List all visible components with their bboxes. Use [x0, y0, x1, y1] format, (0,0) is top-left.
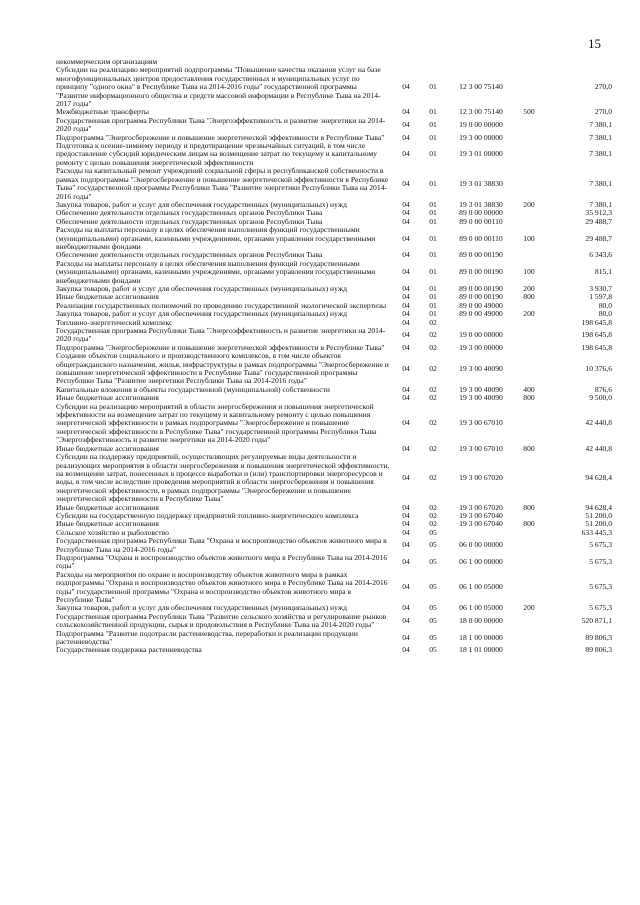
row-section: 04 [402, 502, 410, 512]
row-amount: 7 380,1 [589, 132, 612, 142]
row-amount: 89 806,3 [585, 632, 612, 642]
row-target-article: 19 3 00 67040 [459, 510, 503, 520]
table-row [56, 352, 612, 386]
row-section: 04 [402, 233, 410, 243]
row-name: Подпрограмма "Охрана и воспроизводство объектов животного мира в Республике Тыва на 2014-2016 годы" [56, 552, 388, 571]
row-section: 04 [402, 178, 410, 188]
row-expense-type: 800 [523, 292, 535, 302]
row-target-article: 06 1 00 00000 [459, 557, 503, 567]
row-section: 04 [402, 132, 410, 142]
row-amount: 89 806,3 [585, 645, 612, 655]
row-target-article: 19 0 00 00000 [459, 120, 503, 130]
row-subsection: 05 [429, 527, 437, 537]
row-section: 04 [402, 557, 410, 567]
row-target-article: 89 0 00 00190 [459, 250, 503, 260]
row-amount: 35 912,3 [585, 208, 612, 218]
table-row [56, 537, 612, 554]
row-name: Закупка товаров, работ и услуг для обеспечения государственных (муниципальных) нужд [56, 603, 347, 613]
row-section: 04 [402, 330, 410, 340]
row-name: Иные бюджетные ассигнования [56, 519, 159, 529]
row-subsection: 01 [429, 178, 437, 188]
row-expense-type: 500 [523, 107, 535, 117]
budget-table [56, 58, 612, 655]
row-target-article: 12 3 00 75140 [459, 82, 503, 92]
row-section: 04 [402, 267, 410, 277]
table-row [56, 117, 612, 134]
row-name: Подпрограмма "Развитие подотрасли растениеводства, переработки и реализации продукции растениеводства" [56, 628, 358, 647]
row-amount: 198 645,8 [581, 342, 612, 352]
row-amount: 9 500,0 [589, 393, 612, 403]
row-subsection: 01 [429, 292, 437, 302]
row-expense-type: 800 [523, 519, 535, 529]
row-section: 04 [402, 120, 410, 130]
row-name: Реализация государственных полномочий по проведению государственной экологической экспертизы [56, 300, 387, 310]
row-target-article: 19 3 00 40090 [459, 363, 503, 373]
row-section: 04 [402, 283, 410, 293]
row-name: Сельское хозяйство и рыболовство [56, 527, 169, 537]
row-subsection: 02 [429, 393, 437, 403]
row-subsection: 05 [429, 645, 437, 655]
row-amount: 94 628,4 [585, 473, 612, 483]
row-name: некоммерческим организациям [56, 57, 158, 66]
row-amount: 5 675,3 [589, 603, 612, 613]
row-name: Расходы на капитальный ремонт учреждений социальной сферы и республиканской собственности в рамках подпрограммы "Энергосбережение и повышение энергетической эффективности в Республике Тыва" государственной программы Республики Тыва "Развитие энергетики Республики Тыва на 2014-2016 годы" [56, 166, 389, 201]
row-target-article: 89 0 00 49000 [459, 309, 503, 319]
row-target-article: 19 3 00 67020 [459, 502, 503, 512]
row-section: 04 [402, 582, 410, 592]
row-subsection: 02 [429, 330, 437, 340]
table-row [56, 453, 612, 503]
row-target-article: 19 3 00 40090 [459, 393, 503, 403]
row-amount: 270,0 [594, 107, 612, 117]
row-target-article: 19 3 00 00000 [459, 342, 503, 352]
row-subsection: 05 [429, 557, 437, 567]
row-section: 04 [402, 418, 410, 428]
row-section: 04 [402, 342, 410, 352]
row-amount: 51 200,0 [585, 510, 612, 520]
table-row [56, 260, 612, 285]
row-name: Межбюджетные трансферты [56, 107, 149, 117]
row-section: 04 [402, 208, 410, 218]
row-amount: 42 440,8 [585, 418, 612, 428]
row-expense-type: 400 [523, 384, 535, 394]
row-section: 04 [402, 519, 410, 529]
row-amount: 10 376,6 [585, 363, 612, 373]
row-section: 04 [402, 645, 410, 655]
row-target-article: 19 3 00 67040 [459, 519, 503, 529]
row-name: Государственная программа Республики Тыва "Развитие сельского хозяйства и регулирование рынков сельскохозяйственной продукции, сырья и продовольствия в Республике Тыва на 2014-2020 годы" [56, 611, 387, 630]
row-amount: 29 488,7 [585, 216, 612, 226]
row-subsection: 02 [429, 317, 437, 327]
row-section: 04 [402, 473, 410, 483]
row-amount: 29 488,7 [585, 233, 612, 243]
page-number: 15 [588, 36, 601, 51]
row-target-article: 19 3 00 67020 [459, 473, 503, 483]
row-target-article: 19 3 00 67010 [459, 443, 503, 453]
row-target-article: 18 1 00 00000 [459, 632, 503, 642]
row-target-article: 06 1 00 05000 [459, 603, 503, 613]
row-name: Обеспечение деятельности отдельных государственных органов Республики Тыва [56, 250, 323, 260]
row-subsection: 01 [429, 82, 437, 92]
row-amount: 270,0 [594, 82, 612, 92]
row-name: Субсидии на государственную поддержку предприятий топливно-энергетического комплекса [56, 510, 359, 520]
row-section: 04 [402, 149, 410, 159]
row-target-article: 89 0 00 00000 [459, 208, 503, 218]
row-amount: 94 628,4 [585, 502, 612, 512]
row-name: Закупка товаров, работ и услуг для обеспечения государственных (муниципальных) нужд [56, 283, 347, 293]
row-target-article: 89 0 00 49000 [459, 300, 503, 310]
table-row [56, 167, 612, 201]
row-name: Обеспечение деятельности отдельных государственных органов Республики Тыва [56, 216, 323, 226]
row-section: 04 [402, 632, 410, 642]
row-target-article: 89 0 00 00190 [459, 267, 503, 277]
row-section: 04 [402, 107, 410, 117]
row-name: Расходы на выплаты персоналу в целях обеспечения выполнения функций государственными (муниципальными) органами, казенными учреждениями, органами управления государственными внебюджетными фондами [56, 258, 376, 285]
row-subsection: 01 [429, 283, 437, 293]
row-target-article: 89 0 00 00190 [459, 283, 503, 293]
row-target-article: 89 0 00 00110 [459, 216, 503, 226]
row-section: 04 [402, 540, 410, 550]
row-amount: 80,0 [598, 309, 612, 319]
row-amount: 520 871,1 [581, 616, 612, 626]
row-section: 04 [402, 216, 410, 226]
table-row [56, 630, 612, 647]
row-expense-type: 100 [523, 233, 535, 243]
row-subsection: 01 [429, 250, 437, 260]
row-amount: 5 675,3 [589, 557, 612, 567]
row-target-article: 89 0 00 00110 [459, 233, 503, 243]
row-target-article: 18 0 00 00000 [459, 616, 503, 626]
table-row [56, 66, 612, 108]
table-row [56, 327, 612, 344]
row-section: 04 [402, 309, 410, 319]
row-subsection: 02 [429, 443, 437, 453]
row-amount: 80,0 [598, 300, 612, 310]
row-section: 04 [402, 384, 410, 394]
row-section: 04 [402, 510, 410, 520]
row-section: 04 [402, 603, 410, 613]
row-name: Государственная программа Республики Тыва "Энергоэффективность и развитие энергетики на 2014-2020 годы" [56, 115, 386, 134]
row-amount: 1 597,8 [589, 292, 612, 302]
row-amount: 7 380,1 [589, 178, 612, 188]
row-subsection: 02 [429, 519, 437, 529]
row-name: Субсидии на реализацию мероприятий в области энергосбережения и повышения энергетической эффективности на возмещение затрат по текущему и капитальному ремонту с целью повышения энергетической эффективности в рамках подпрограммы "Энергосбережение и повышение энергетической эффективности в Республике Тыва" государственной программы Республики Тыва "Энергоэффективность и развитие энергетики на 2014-2020 годы" [56, 401, 377, 445]
row-subsection: 02 [429, 418, 437, 428]
row-target-article: 19 3 00 67010 [459, 418, 503, 428]
row-amount: 876,6 [594, 384, 612, 394]
row-subsection: 01 [429, 107, 437, 117]
row-name: Государственная поддержка растениеводства [56, 645, 202, 655]
row-subsection: 01 [429, 199, 437, 209]
row-expense-type: 200 [523, 283, 535, 293]
row-subsection: 01 [429, 149, 437, 159]
row-expense-type: 800 [523, 393, 535, 403]
row-amount: 198 645,8 [581, 330, 612, 340]
row-expense-type: 200 [523, 199, 535, 209]
row-subsection: 02 [429, 384, 437, 394]
row-section: 04 [402, 300, 410, 310]
row-section: 04 [402, 363, 410, 373]
row-subsection: 02 [429, 363, 437, 373]
row-expense-type: 800 [523, 443, 535, 453]
row-subsection: 05 [429, 603, 437, 613]
row-subsection: 01 [429, 309, 437, 319]
row-target-article: 19 0 00 00000 [459, 330, 503, 340]
row-section: 04 [402, 527, 410, 537]
row-subsection: 02 [429, 510, 437, 520]
row-target-article: 06 1 00 05000 [459, 582, 503, 592]
row-name: Закупка товаров, работ и услуг для обеспечения государственных (муниципальных) нужд [56, 309, 347, 319]
row-amount: 42 440,8 [585, 443, 612, 453]
row-name: Подпрограмма "Энергосбережение и повышение энергетической эффективности в Республике Тыва" [56, 342, 385, 352]
row-subsection: 05 [429, 540, 437, 550]
row-name: Создание объектов социального и производственного комплексов, в том числе объектов общегражданского назначения, жилья, инфраструктуры в рамках подпрограммы "Энергосбережение и повышение энергетической эффективности в Республике Тыва" государственной программы Республики Тыва "Развитие энергетики Республики Тыва на 2014-2016 годы" [56, 351, 389, 386]
row-subsection: 02 [429, 342, 437, 352]
row-amount: 7 380,1 [589, 199, 612, 209]
row-section: 04 [402, 317, 410, 327]
row-expense-type: 100 [523, 267, 535, 277]
row-target-article: 19 3 00 00000 [459, 132, 503, 142]
row-name: Иные бюджетные ассигнования [56, 292, 159, 302]
row-expense-type: 800 [523, 502, 535, 512]
row-section: 04 [402, 393, 410, 403]
row-section: 04 [402, 199, 410, 209]
row-name: Иные бюджетные ассигнования [56, 443, 159, 453]
row-subsection: 02 [429, 502, 437, 512]
row-name: Иные бюджетные ассигнования [56, 393, 159, 403]
row-name: Иные бюджетные ассигнования [56, 502, 159, 512]
table-row [56, 554, 612, 571]
row-amount: 51 200,0 [585, 519, 612, 529]
row-subsection: 01 [429, 208, 437, 218]
row-section: 04 [402, 250, 410, 260]
row-subsection: 01 [429, 300, 437, 310]
row-name: Государственная программа Республики Тыва "Охрана и воспроизводство объектов животного мира в Республике Тыва на 2014-2016 годы" [56, 536, 387, 554]
table-row [56, 142, 612, 167]
table-row [56, 646, 612, 654]
row-section: 04 [402, 616, 410, 626]
row-section: 04 [402, 443, 410, 453]
row-name: Расходы на выплаты персоналу в целях обеспечения выполнения функций государственными (муниципальными) органами, казенными учреждениями, органами управления государственными внебюджетными фондами [56, 225, 376, 251]
row-name: Топливно-энергетический комплекс [56, 317, 173, 327]
row-section: 04 [402, 292, 410, 302]
row-amount: 5 675,3 [589, 582, 612, 592]
table-row [56, 571, 612, 605]
row-subsection: 05 [429, 616, 437, 626]
row-name: Расходы на мероприятия по охране и воспроизводству объектов животного мира в рамках подпрограммы "Охрана и воспроизводство объектов животного мира в Республике Тыва на 2014-2016 годы" государственной программы "Охрана и воспроизводство объектов животного мира в Республике Тыва" [56, 569, 388, 604]
row-name: Государственная программа Республики Тыва "Энергоэффективность и развитие энергетики на 2014-2020 годы" [56, 326, 386, 344]
table-row [56, 403, 612, 445]
row-subsection: 01 [429, 120, 437, 130]
row-target-article: 06 0 00 00000 [459, 540, 503, 550]
row-amount: 6 343,6 [589, 250, 612, 260]
row-target-article: 12 3 00 75140 [459, 107, 503, 117]
row-amount: 7 380,1 [589, 120, 612, 130]
table-row [56, 613, 612, 630]
row-target-article: 19 3 01 00000 [459, 149, 503, 159]
row-subsection: 01 [429, 132, 437, 142]
row-target-article: 19 3 00 40090 [459, 384, 503, 394]
row-name: Закупка товаров, работ и услуг для обеспечения государственных (муниципальных) нужд [56, 199, 347, 209]
row-section: 04 [402, 82, 410, 92]
row-expense-type: 200 [523, 309, 535, 319]
row-target-article: 89 0 00 00190 [459, 292, 503, 302]
row-subsection: 02 [429, 473, 437, 483]
row-name: Капитальные вложения в объекты государственной (муниципальной) собственности [56, 384, 330, 394]
row-name: Субсидии на реализацию мероприятий подпрограммы "Повышение качества оказания услуг на базе многофункциональных центров предоставления государственных и муниципальных услуг по принципу "одного окна" в Республике Тыва на 2014-2016 годы" государственной программы "Развитие информационного общества и средств массовой информации в Республике Тыва на 2014-2017 годы" [56, 65, 381, 109]
row-subsection: 01 [429, 216, 437, 226]
row-name: Подготовка к осенне-зимнему периоду и предотвращение чрезвычайных ситуаций, в том числе предоставление субсидий юридическим лицам на возмещение затрат по текущему и капитальному ремонту с целью повышения энергетической эффективности [56, 141, 378, 167]
row-target-article: 19 3 01 38830 [459, 178, 503, 188]
row-subsection: 01 [429, 233, 437, 243]
row-target-article: 18 1 01 00000 [459, 645, 503, 655]
row-subsection: 05 [429, 632, 437, 642]
row-target-article: 19 3 01 38830 [459, 199, 503, 209]
row-amount: 7 380,1 [589, 149, 612, 159]
row-amount: 633 445,3 [581, 527, 612, 537]
row-amount: 5 675,3 [589, 540, 612, 550]
row-name: Обеспечение деятельности отдельных государственных органов Республики Тыва [56, 208, 323, 218]
row-amount: 815,1 [594, 267, 612, 277]
row-amount: 198 645,8 [581, 317, 612, 327]
row-subsection: 05 [429, 582, 437, 592]
row-name: Субсидии на поддержку предприятий, осуществляющих регулируемые виды деятельности и реализующих мероприятия в области энергосбережения и повышения энергетической эффективности, на возмещение затрат, понесенных в процессе выработки и (или) транспортировки энергоресурсов и воды, в том числе вследствие проведения мероприятий в области энергосбережения и повышения энергетической эффективности, в рамках подпрограммы "Энергосбережение и повышение энергетической эффективности в Республике Тыва" [56, 452, 390, 504]
row-expense-type: 200 [523, 603, 535, 613]
row-name: Подпрограмма "Энергосбережение и повышение энергетической эффективности в Республике Тыва" [56, 132, 385, 142]
table-row [56, 226, 612, 251]
row-subsection: 01 [429, 267, 437, 277]
row-amount: 3 930,7 [589, 283, 612, 293]
